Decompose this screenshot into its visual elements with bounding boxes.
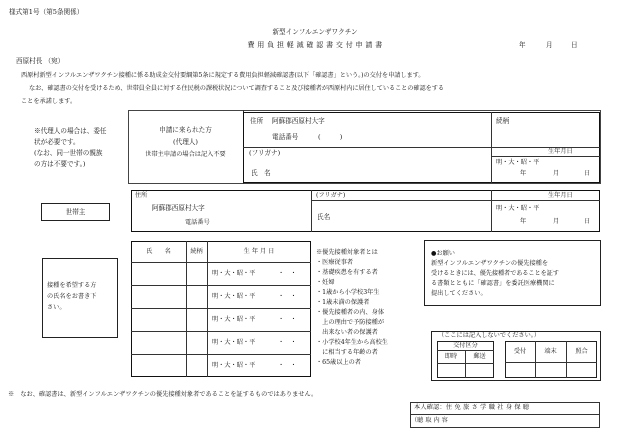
applicant-phone-label: 電話番号 <box>272 133 299 141</box>
recipient-row-1-sep: ・ ・ <box>278 270 297 277</box>
processing-box <box>505 341 597 378</box>
hoh-birth-label: 生年月日 <box>548 192 573 199</box>
agent-note-line3: (なお、同一世帯の親族 <box>34 149 103 157</box>
hoh-address-label: 住所 <box>135 192 148 199</box>
applicant-address-value[interactable]: 阿蘇郡西原村大字 <box>272 117 325 125</box>
priority-item-6: ・優先接種者の内、身体 <box>316 309 385 316</box>
applicant-birth-label: 生年月日 <box>548 148 573 155</box>
recipients-side-label-line2: の氏名をお書き下 <box>47 293 97 300</box>
hoh-name-label: 氏名 <box>317 213 331 221</box>
head-of-household-label: 世帯主 <box>65 208 86 216</box>
recipient-row-2-sep: ・ ・ <box>278 293 297 300</box>
hoh-era-options[interactable]: 明・大・昭・平 <box>496 205 540 212</box>
processing-terminal: 端末 <box>544 348 557 355</box>
applicant-phone-paren[interactable]: ( ) <box>318 133 345 141</box>
office-use-header: （ここには記入しないでください。） <box>438 332 541 339</box>
request-line1: 新型インフルエンザワクチンの優先接種を <box>431 260 549 267</box>
intro-paragraph-2-line1: なお、確認書の交付を受けるため、世帯員全員に対する住民税の課税状況について調査すること及び接種者が西原村内に居住していることの確認をする <box>29 85 444 92</box>
recipient-row-1-era[interactable]: 明・大・昭・平 <box>212 270 256 277</box>
applicant-name-label: 氏 名 <box>251 169 271 177</box>
priority-item-1: ・医療従事者 <box>316 259 354 266</box>
issue-category-label: 交付区分 <box>453 342 478 349</box>
hoh-birth-day: 日 <box>584 218 591 225</box>
processing-received: 受付 <box>513 348 527 355</box>
intro-paragraph-1: 西原村新型インフルエンザワクチン接種に係る助成金交付要綱第5条に規定する費用負担軽減確認書(以下「確認書」という。)の交付を申請します。 <box>21 72 425 79</box>
request-line3: る書類とともに「確認書」を委託医療機関に <box>431 280 555 287</box>
hoh-birth-month: 月 <box>553 218 560 225</box>
addressee: 西原村長 （宛） <box>16 57 65 65</box>
form-title-line2: 費 用 負 担 軽 減 確 認 書 交 付 申 請 書 <box>247 41 383 49</box>
priority-item-11: ・65歳以上の者 <box>316 359 361 366</box>
priority-title: ※優先接種対象者とは <box>316 249 378 256</box>
request-title: ●お願い <box>431 250 455 257</box>
recipients-col-relation: 続柄 <box>190 248 203 255</box>
applicant-furigana-label: (フリガナ) <box>249 149 281 157</box>
applicant-birth-day: 日 <box>584 170 591 177</box>
applicant-relation-label: 続柄 <box>496 117 510 125</box>
applicant-label-line3: 世帯主申請の場合は記入不要 <box>145 151 226 158</box>
issue-mail: 郵送 <box>473 353 486 360</box>
form-number: 様式第1号（第5条関係） <box>9 8 84 16</box>
priority-item-8: 出来ない者の保護者 <box>316 329 378 336</box>
request-line4: 提出してください。 <box>431 290 487 297</box>
applicant-address-label: 住所 <box>250 117 264 125</box>
priority-item-4: ・1歳から小学校3年生 <box>316 289 380 296</box>
recipients-side-label-line1: 接種を希望する方 <box>47 282 97 289</box>
agent-note-line1: ※代理人の場合は、委任 <box>34 127 107 135</box>
priority-item-2: ・基礎疾患を有する者 <box>316 269 378 276</box>
recipient-row-4-era[interactable]: 明・大・昭・平 <box>212 339 256 346</box>
hoh-address-value[interactable]: 阿蘇郡西原村大字 <box>152 204 205 212</box>
applicant-label-line2: (代理人) <box>173 138 198 146</box>
applicant-era-options[interactable]: 明・大・昭・平 <box>496 159 540 166</box>
recipient-row-5-sep: ・ ・ <box>278 362 297 369</box>
hoh-furigana-label: (フリガナ) <box>316 192 346 199</box>
issue-immediate: 即時 <box>444 353 458 360</box>
hoh-phone-label: 電話番号 <box>185 219 210 226</box>
recipients-col-name: 氏 名 <box>146 248 171 255</box>
priority-item-3: ・妊婦 <box>316 279 335 286</box>
id-check-methods[interactable]: 本人確認：住 免 旅 さ 学 職 社 身 保 聴 <box>414 404 530 411</box>
applicant-birth-month: 月 <box>553 170 560 177</box>
priority-item-7: 上の理由で予防接種が <box>316 319 385 326</box>
recipient-row-3-sep: ・ ・ <box>278 316 297 323</box>
processing-check: 照合 <box>575 348 588 355</box>
hoh-birth-year: 年 <box>520 218 527 225</box>
date-day: 日 <box>571 41 578 49</box>
intro-paragraph-2-line2: ことを承諾します。 <box>21 98 77 105</box>
agent-note-line2: 状が必要です。 <box>34 138 80 146</box>
priority-item-9: ・小学校4年生から高校生 <box>316 339 388 346</box>
applicant-birth-year: 年 <box>520 170 527 177</box>
agent-note-line4: の方は不要です。) <box>34 160 86 168</box>
recipients-col-birth: 生 年 月 日 <box>243 248 275 255</box>
recipients-side-label-line3: さい。 <box>47 304 66 311</box>
id-check-detail[interactable]: （聴 取 内 容 <box>411 417 448 424</box>
request-line2: 受けるときには、優先接種者であることを証す <box>431 270 559 277</box>
recipient-row-3-era[interactable]: 明・大・昭・平 <box>212 316 256 323</box>
recipient-row-2-era[interactable]: 明・大・昭・平 <box>212 293 256 300</box>
recipient-row-4-sep: ・ ・ <box>278 339 297 346</box>
priority-item-5: ・1歳未満の保護者 <box>316 299 370 306</box>
priority-item-10: に相当する年齢の者 <box>316 349 378 356</box>
date-month: 月 <box>546 41 553 49</box>
footer-note: ※ なお、確認書は、新型インフルエンザワクチンの優先接種対象者であることを証するものではありません。 <box>8 391 318 398</box>
date-year: 年 <box>519 41 526 49</box>
recipient-row-5-era[interactable]: 明・大・昭・平 <box>212 362 256 369</box>
applicant-label-line1: 申請に来られた方 <box>159 126 212 134</box>
form-title-line1: 新型インフルエンザワクチン <box>272 28 358 36</box>
